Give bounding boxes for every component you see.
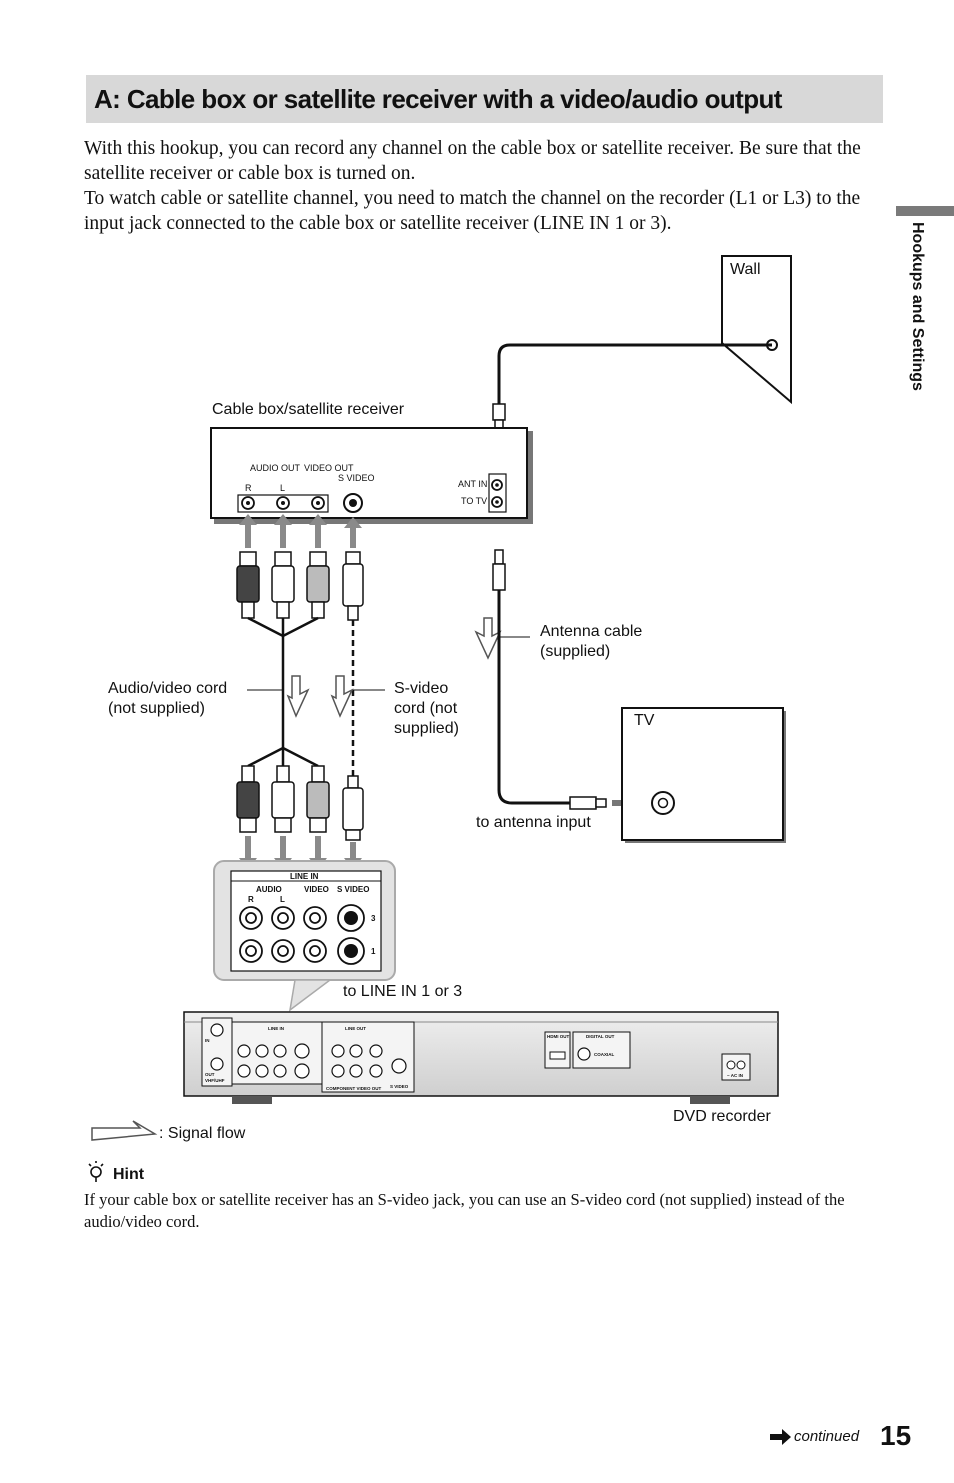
box-video-out-label: VIDEO OUT <box>304 463 354 473</box>
to-antenna-input-label: to antenna input <box>476 814 591 831</box>
section-title-text: A: Cable box or satellite receiver with a video/audio output <box>94 83 782 114</box>
intro-paragraph-1: With this hookup, you can record any channel on the cable box or satellite receiver. Be sure that the satellite receiver or cable box is turned on. <box>84 138 861 184</box>
rec-ac-in-label: ~ AC IN <box>727 1073 743 1078</box>
box-audio-out-label: AUDIO OUT <box>250 463 301 473</box>
box-r-label: R <box>245 483 252 493</box>
rec-hdmi-label: HDMI OUT <box>547 1034 570 1039</box>
hint-text: If your cable box or satellite receiver has an S-video jack, you can use an S-video cord (not supplied) instead of the audio/video cord. <box>84 1190 845 1231</box>
cable-box-label: Cable box/satellite receiver <box>212 401 405 418</box>
line-in-title: LINE IN <box>290 872 319 881</box>
antenna-cable-line-2: (supplied) <box>540 643 611 660</box>
line-in-row1: 1 <box>371 947 376 956</box>
antenna-cable-box-plug <box>493 550 505 590</box>
line-in-video-label: VIDEO <box>304 885 329 894</box>
line-in-row3: 3 <box>371 914 376 923</box>
upper-svideo-plug <box>343 552 363 620</box>
rec-line-in-label: LINE IN <box>268 1026 285 1031</box>
rec-out-label: OUT <box>205 1072 215 1077</box>
av-cord-line-1: Audio/video cord <box>108 680 228 697</box>
svideo-cord-line-2: cord (not <box>394 700 458 717</box>
wall-cable-plug <box>493 404 505 430</box>
continued-label <box>794 1428 859 1445</box>
line-in-audio-label: AUDIO <box>256 885 282 894</box>
av-cord-line-2: (not supplied) <box>108 700 205 717</box>
antenna-cable-label <box>540 622 642 662</box>
wall-label: Wall <box>730 261 761 278</box>
hint-heading <box>113 1166 144 1184</box>
rec-vhf-uhf-label: VHF/UHF <box>205 1078 225 1083</box>
signal-flow-label: : Signal flow <box>159 1125 246 1142</box>
hint-heading-text: Hint <box>113 1166 145 1183</box>
dvd-recorder-label: DVD recorder <box>673 1108 771 1125</box>
upper-av-plugs <box>237 552 329 618</box>
lower-svideo-plug <box>343 776 363 840</box>
rec-digital-out-label: DIGITAL OUT <box>586 1034 615 1039</box>
rec-line-out-label: LINE OUT <box>345 1026 366 1031</box>
intro-paragraph-2: To watch cable or satellite channel, you need to match the channel on the recorder (L1 or L3) to the input jack connected to the cable box or satellite receiver (LINE IN 1 or 3). <box>84 188 861 234</box>
rec-in-label: IN <box>205 1038 210 1043</box>
box-l-label: L <box>280 483 286 493</box>
tv-label: TV <box>634 712 655 729</box>
page-number: 15 <box>880 1420 912 1451</box>
continued-arrow-icon <box>770 1429 791 1445</box>
continued-text: continued <box>794 1428 860 1445</box>
antenna-cable-line-1: Antenna cable <box>540 623 643 640</box>
box-svideo-label: S VIDEO <box>338 473 375 483</box>
to-line-in-label: to LINE IN 1 or 3 <box>343 983 463 1000</box>
line-in-r-label: R <box>248 895 254 904</box>
rec-coaxial-label: COAXIAL <box>594 1052 615 1057</box>
side-tab-label: Hookups and Settings <box>909 222 926 391</box>
box-ant-in-label: ANT IN <box>458 479 488 489</box>
svideo-cord-label <box>394 679 459 739</box>
signal-flow-legend-arrow <box>92 1121 155 1140</box>
svideo-cord-line-3: supplied) <box>394 720 459 737</box>
lower-av-plugs <box>237 766 329 832</box>
line-in-svideo-label: S VIDEO <box>337 885 370 894</box>
svideo-cord-line-1: S-video <box>394 680 449 697</box>
line-in-l-label: L <box>280 895 285 904</box>
antenna-cable-tv-plug <box>570 797 606 809</box>
box-to-tv-label: TO TV <box>461 496 488 506</box>
av-cord-label <box>108 679 227 719</box>
rec-component-label: COMPONENT VIDEO OUT <box>326 1086 382 1091</box>
hint-bulb-icon <box>89 1161 103 1182</box>
rec-svideo-label: S VIDEO <box>390 1084 409 1089</box>
wall-cable <box>499 345 772 406</box>
